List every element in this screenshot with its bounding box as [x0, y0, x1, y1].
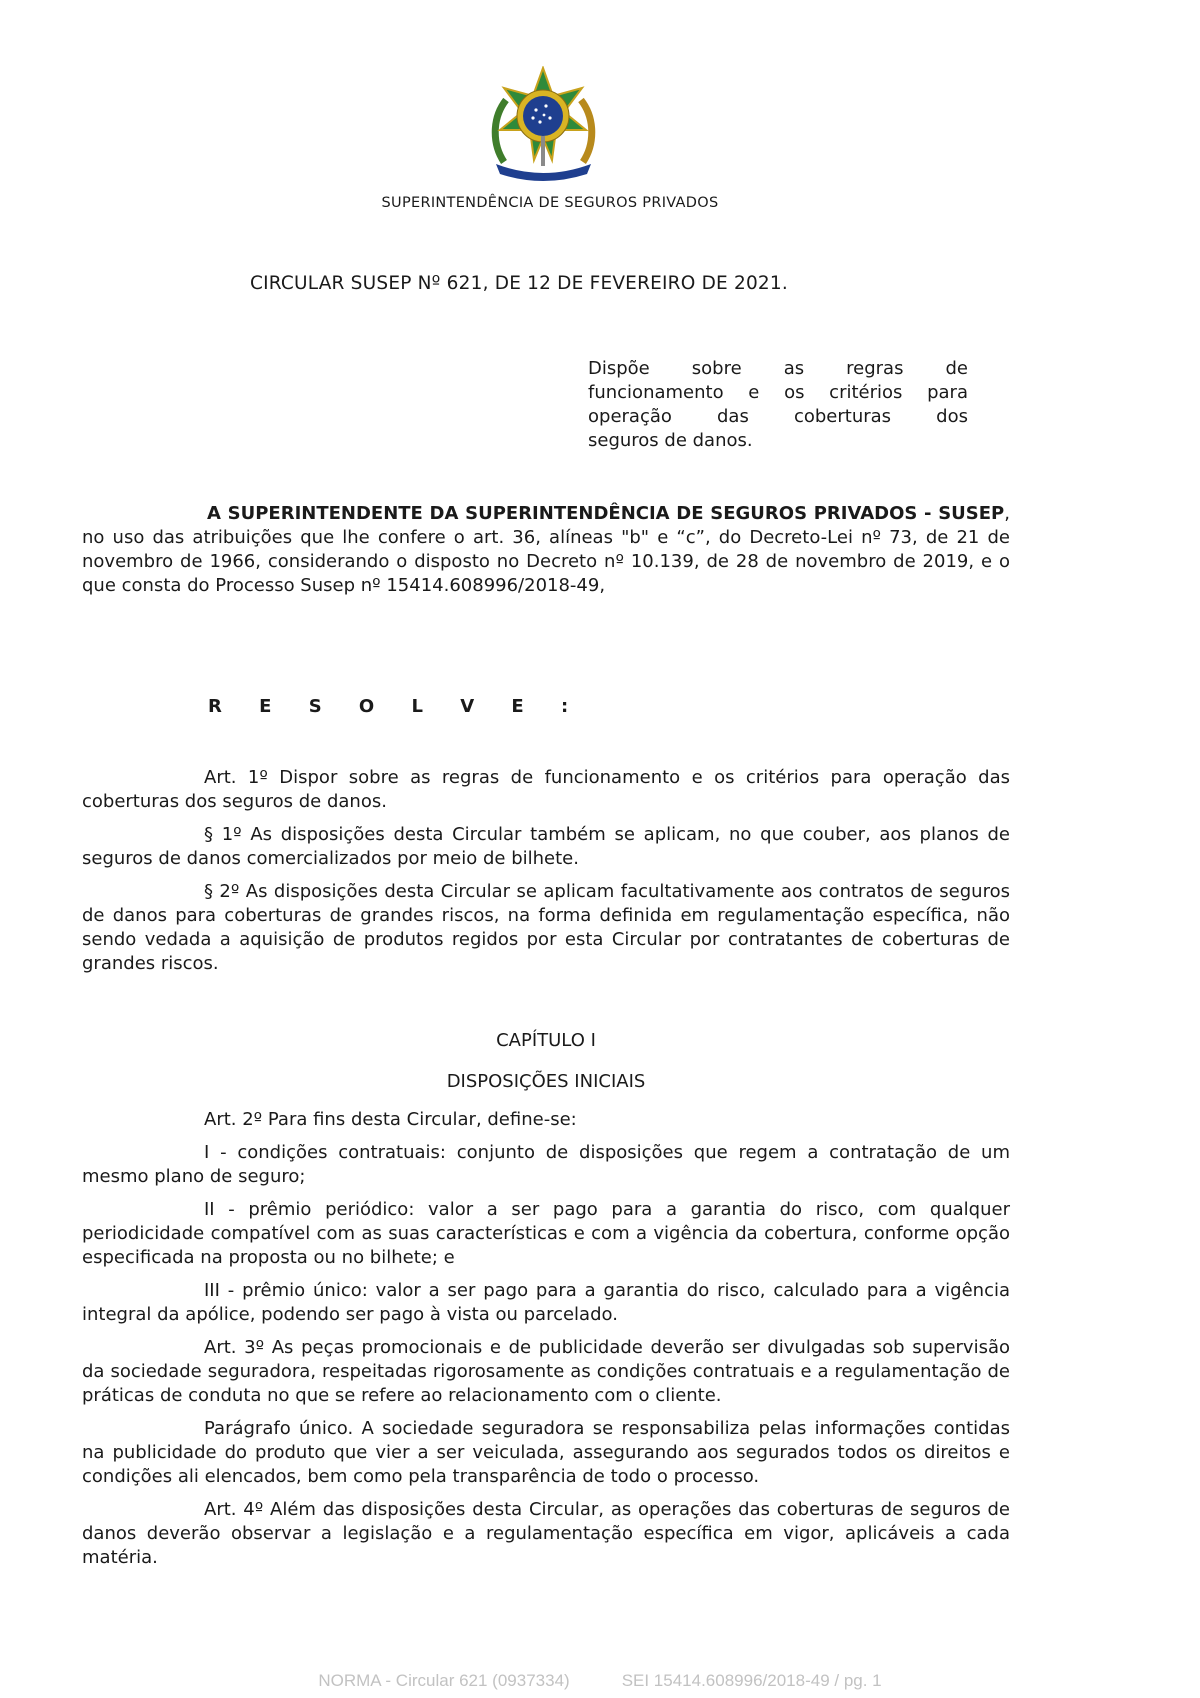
chapter-name: DISPOSIÇÕES INICIAIS [446, 1071, 646, 1092]
document-title: CIRCULAR SUSEP Nº 621, DE 12 DE FEVEREIRO DE 2021. [250, 273, 788, 294]
article-paragraph: § 2º As disposições desta Circular se aplicam facultativamente aos contratos de seguros de danos para coberturas de grandes riscos, na forma definida em regulamentação específica, não sendo vedada a aquisição de produtos regidos por esta Circular por contratantes de coberturas de grandes riscos. [82, 881, 1010, 974]
ementa-line: Dispõe sobre as regras de [588, 358, 968, 379]
article-paragraph: II - prêmio periódico: valor a ser pago para a garantia do risco, com qualquer periodicidade compatível com as suas características e com a vigência da cobertura, conforme opção especificada na proposta ou no bilhete; e [82, 1199, 1010, 1268]
agency-name: SUPERINTENDÊNCIA DE SEGUROS PRIVADOS [381, 195, 719, 211]
page-footer [0, 1671, 1200, 1691]
preamble-text: , no uso das atribuições que lhe confere o art. 36, alíneas "b" e “c”, do Decreto-Lei nº 73, de 21 de novembro de 1966, considerando o disposto no Decreto nº 10.139, de 28 de novembro de 2019, e o que consta do Processo Susep nº 15414.608996/2018-49, [82, 503, 1010, 596]
preamble-authority: A SUPERINTENDENTE DA SUPERINTENDÊNCIA DE SEGUROS PRIVADOS - SUSEP [207, 503, 1005, 524]
article-paragraph: Art. 3º As peças promocionais e de publicidade deverão ser divulgadas sob supervisão da sociedade seguradora, respeitadas rigorosamente as condições contratuais e a regulamentação de práticas de conduta no que se refere ao relacionamento com o cliente. [82, 1337, 1010, 1406]
brazil-coat-of-arms-icon [486, 66, 601, 184]
ementa [588, 357, 968, 453]
article-paragraph: III - prêmio único: valor a ser pago para a garantia do risco, calculado para a vigência integral da apólice, podendo ser pago à vista ou parcelado. [82, 1280, 1010, 1325]
article-paragraph: § 1º As disposições desta Circular também se aplicam, no que couber, aos planos de seguros de danos comercializados por meio de bilhete. [82, 824, 1010, 869]
chapter-number: CAPÍTULO I [496, 1030, 596, 1051]
ementa-line: operação das coberturas dos [588, 406, 968, 427]
article-paragraph: I - condições contratuais: conjunto de disposições que regem a contratação de um mesmo plano de seguro; [82, 1142, 1010, 1187]
footer-sei-reference: SEI 15414.608996/2018-49 / pg. 1 [621, 1671, 882, 1690]
articles-block-1 [82, 766, 1010, 976]
article-paragraph: Art. 1º Dispor sobre as regras de funcionamento e os critérios para operação das coberturas dos seguros de danos. [82, 767, 1010, 812]
article-paragraph: Art. 2º Para fins desta Circular, define-se: [204, 1109, 577, 1130]
ementa-line: seguros de danos. [588, 430, 753, 451]
article-paragraph: Art. 4º Além das disposições desta Circular, as operações das coberturas de seguros de danos deverão observar a legislação e a regulamentação específica em vigor, aplicáveis a cada matéria. [82, 1499, 1010, 1568]
preamble [82, 502, 1010, 598]
footer-norma-reference: NORMA - Circular 621 (0937334) [318, 1671, 570, 1690]
resolve-heading: R E S O L V E : [208, 696, 569, 717]
ementa-line: funcionamento e os critérios para [588, 382, 968, 403]
articles-block-2 [82, 1108, 1010, 1570]
article-paragraph: Parágrafo único. A sociedade seguradora se responsabiliza pelas informações contidas na publicidade do produto que vier a ser veiculada, assegurando aos segurados todos os direitos e condições ali elencados, bem como pela transparência de todo o processo. [82, 1418, 1010, 1487]
